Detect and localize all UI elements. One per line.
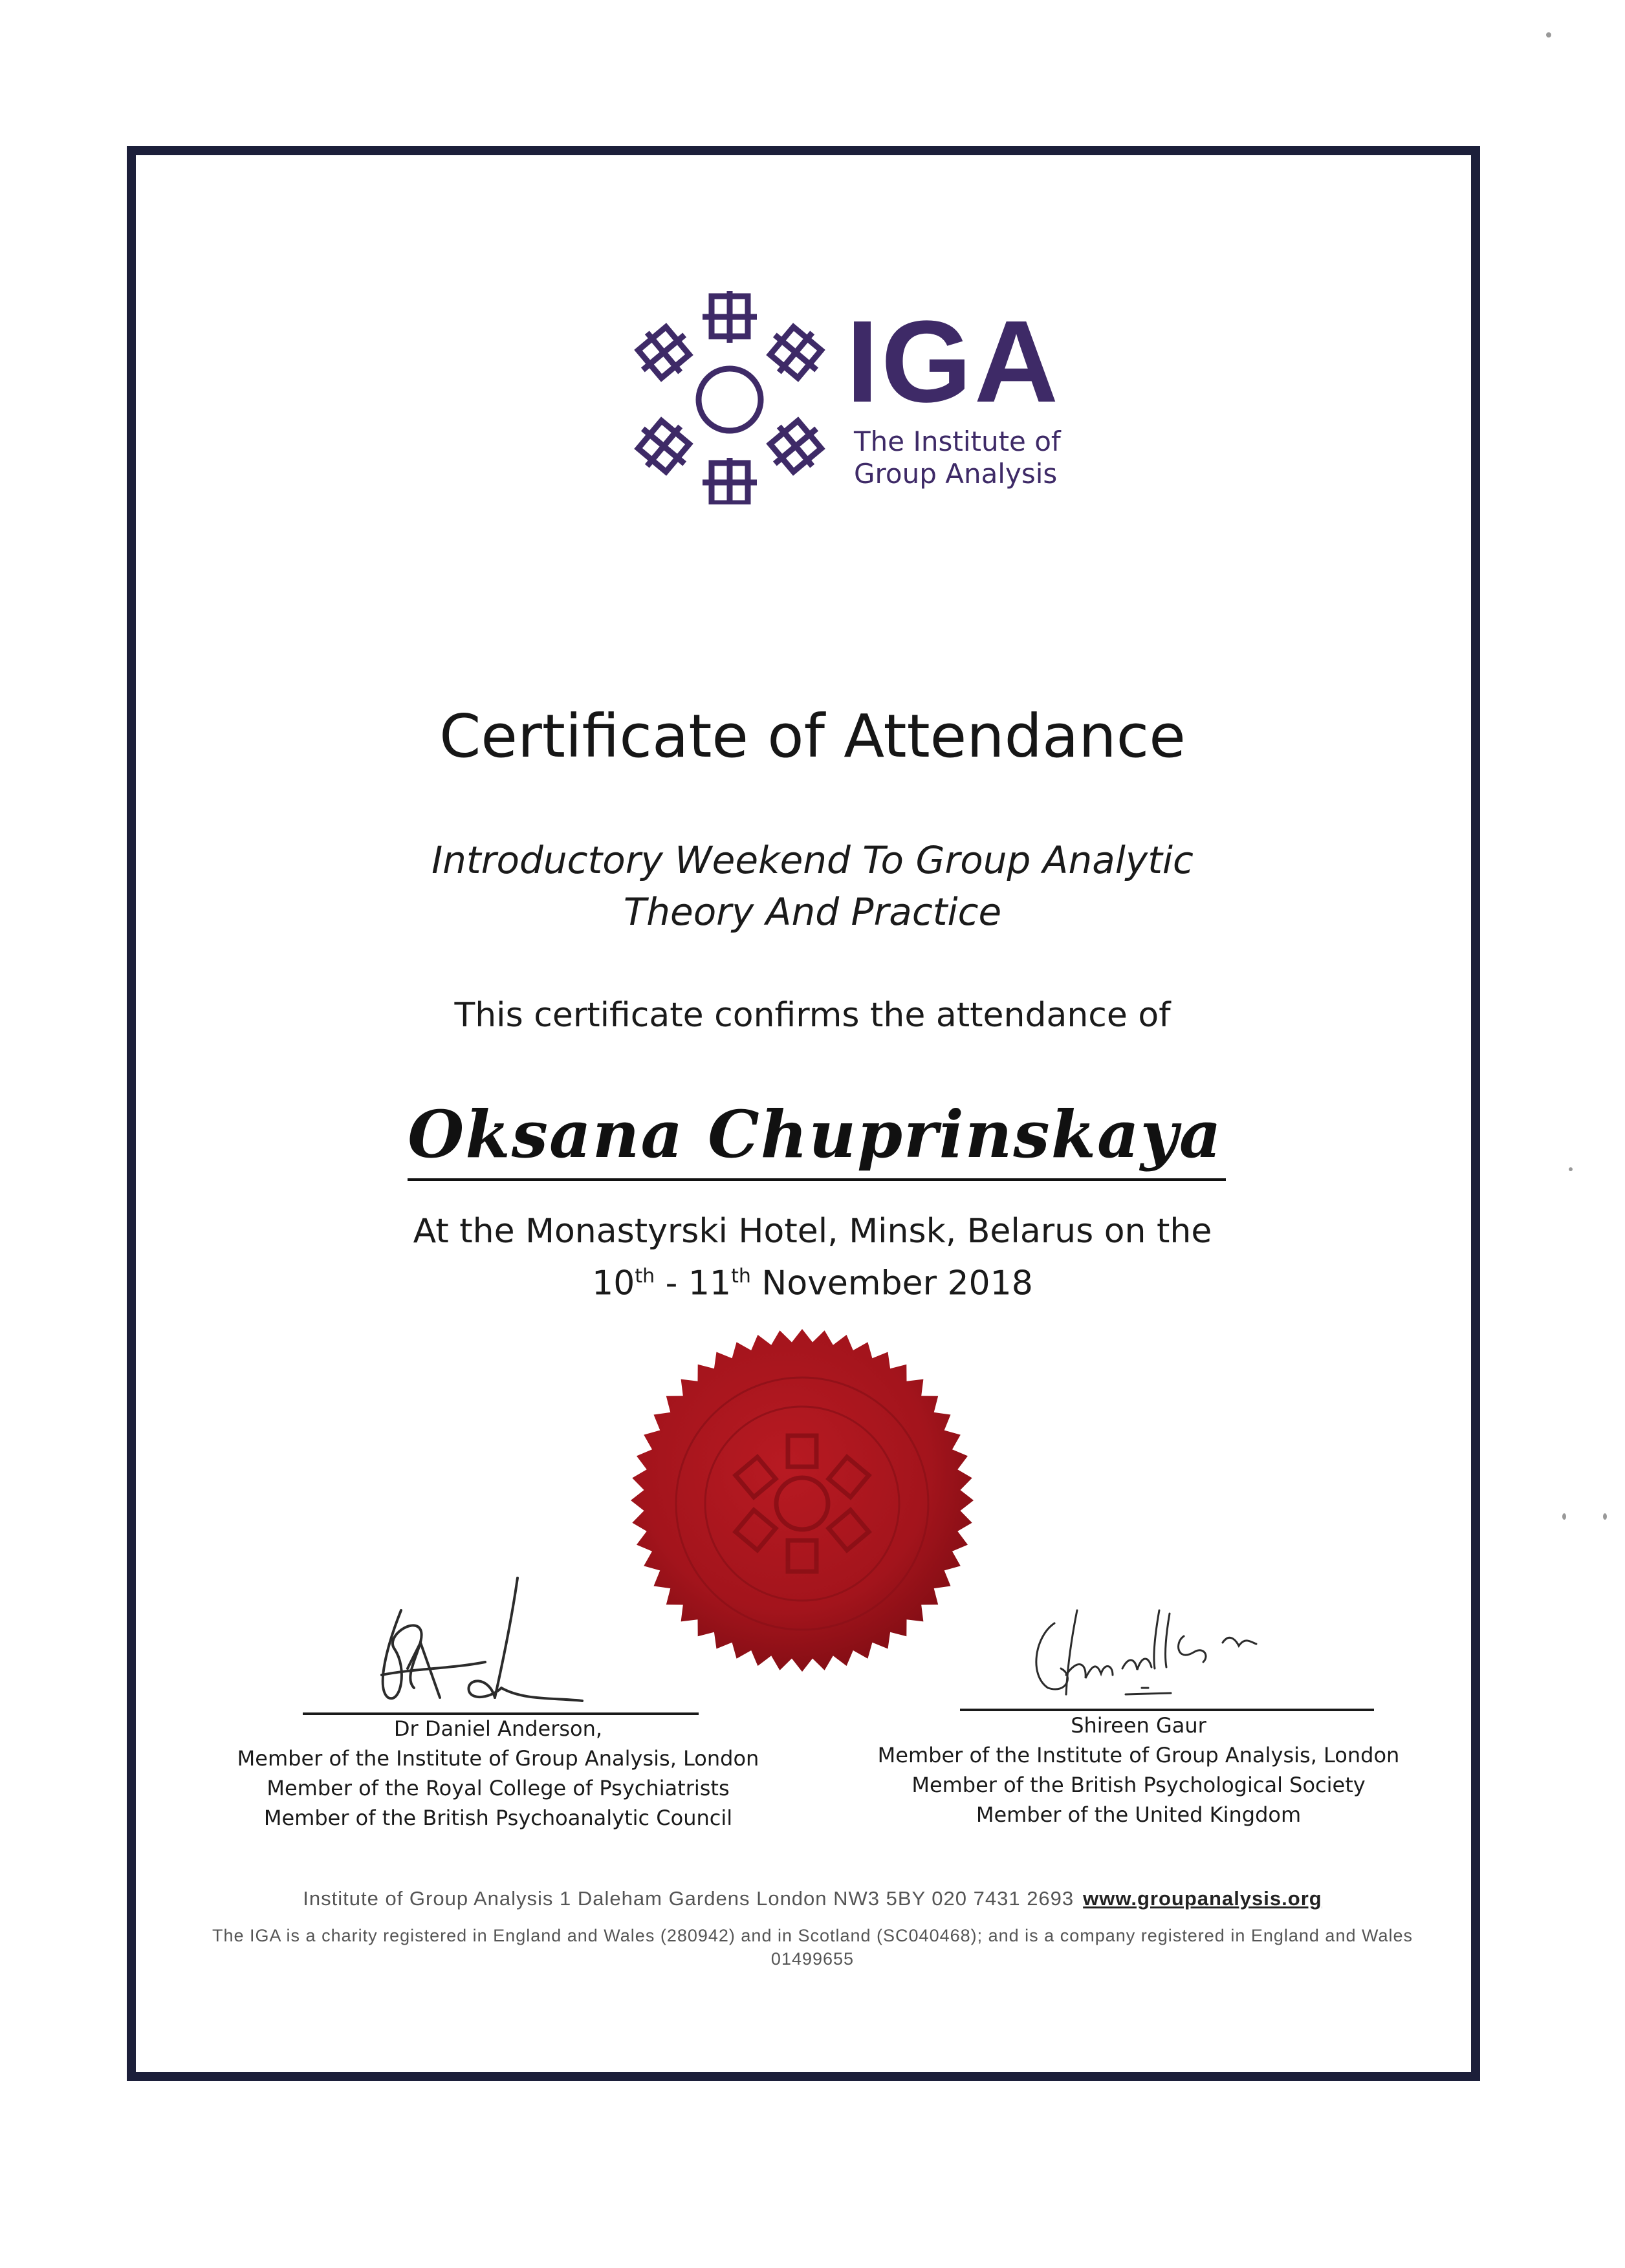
signatory-left-line3: Member of the British Psychoanalytic Council	[263, 1806, 733, 1830]
date-end-suffix: th	[731, 1265, 751, 1288]
footer-charity-line2: 01499655	[770, 1949, 855, 1969]
signature-right-icon	[1016, 1597, 1326, 1720]
signatory-right-line1: Member of the Institute of Group Analysis, London	[877, 1743, 1400, 1767]
attendee-name: Oksana Chuprinskaya	[408, 1096, 1223, 1172]
confirmation-text: This certificate confirms the attendance of	[454, 996, 1171, 1035]
signature-left-icon	[362, 1571, 608, 1720]
logo-subtitle	[854, 426, 1061, 490]
signatory-left	[213, 1714, 783, 1833]
iga-logo	[626, 291, 1066, 504]
footer-website-link[interactable]: www.groupanalysis.org	[1083, 1887, 1322, 1910]
date-month-year: November 2018	[750, 1264, 1033, 1303]
signatory-left-name: Dr Daniel Anderson,	[393, 1716, 603, 1741]
scan-speck	[1562, 1513, 1566, 1520]
footer-address-text: Institute of Group Analysis 1 Daleham Gardens London NW3 5BY 020 7431 2693	[303, 1887, 1074, 1910]
date-start-suffix: th	[635, 1265, 655, 1288]
logo-subtitle-line2: Group Analysis	[854, 458, 1058, 490]
signatory-left-line2: Member of the Royal College of Psychiatrists	[267, 1776, 730, 1800]
course-title-line1: Introductory Weekend To Group Analytic	[431, 838, 1194, 882]
scan-speck	[1546, 32, 1551, 38]
course-title-line2: Theory And Practice	[623, 890, 1002, 934]
signatory-right-line3: Member of the United Kingdom	[976, 1802, 1302, 1827]
footer-charity-line1: The IGA is a charity registered in England and Wales (280942) and in Scotland (SC040468); and is a company registered in England and Wales	[212, 1926, 1413, 1945]
footer-charity-info	[155, 1924, 1470, 1971]
footer-address	[0, 1887, 1625, 1910]
wax-seal-icon	[627, 1326, 977, 1675]
attendee-underline	[408, 1178, 1226, 1181]
venue-text: At the Monastyrski Hotel, Minsk, Belarus on the	[413, 1212, 1212, 1251]
signatory-right	[841, 1711, 1436, 1830]
logo-subtitle-line1: The Institute of	[854, 426, 1061, 457]
signatory-right-line2: Member of the British Psychological Society	[911, 1773, 1366, 1797]
date-separator: -	[655, 1264, 688, 1303]
scan-speck	[1603, 1513, 1607, 1520]
logo-acronym: IGA	[846, 297, 1062, 427]
scan-speck	[1569, 1167, 1573, 1171]
date-end: 11	[688, 1264, 732, 1303]
event-dates	[0, 1255, 1625, 1305]
signatory-right-name: Shireen Gaur	[1071, 1713, 1206, 1738]
date-start: 10	[592, 1264, 635, 1303]
certificate-title: Certificate of Attendance	[439, 702, 1186, 771]
signatory-left-line1: Member of the Institute of Group Analysis, London	[237, 1746, 759, 1771]
course-title	[0, 834, 1625, 938]
iga-emblem-icon	[626, 291, 833, 504]
